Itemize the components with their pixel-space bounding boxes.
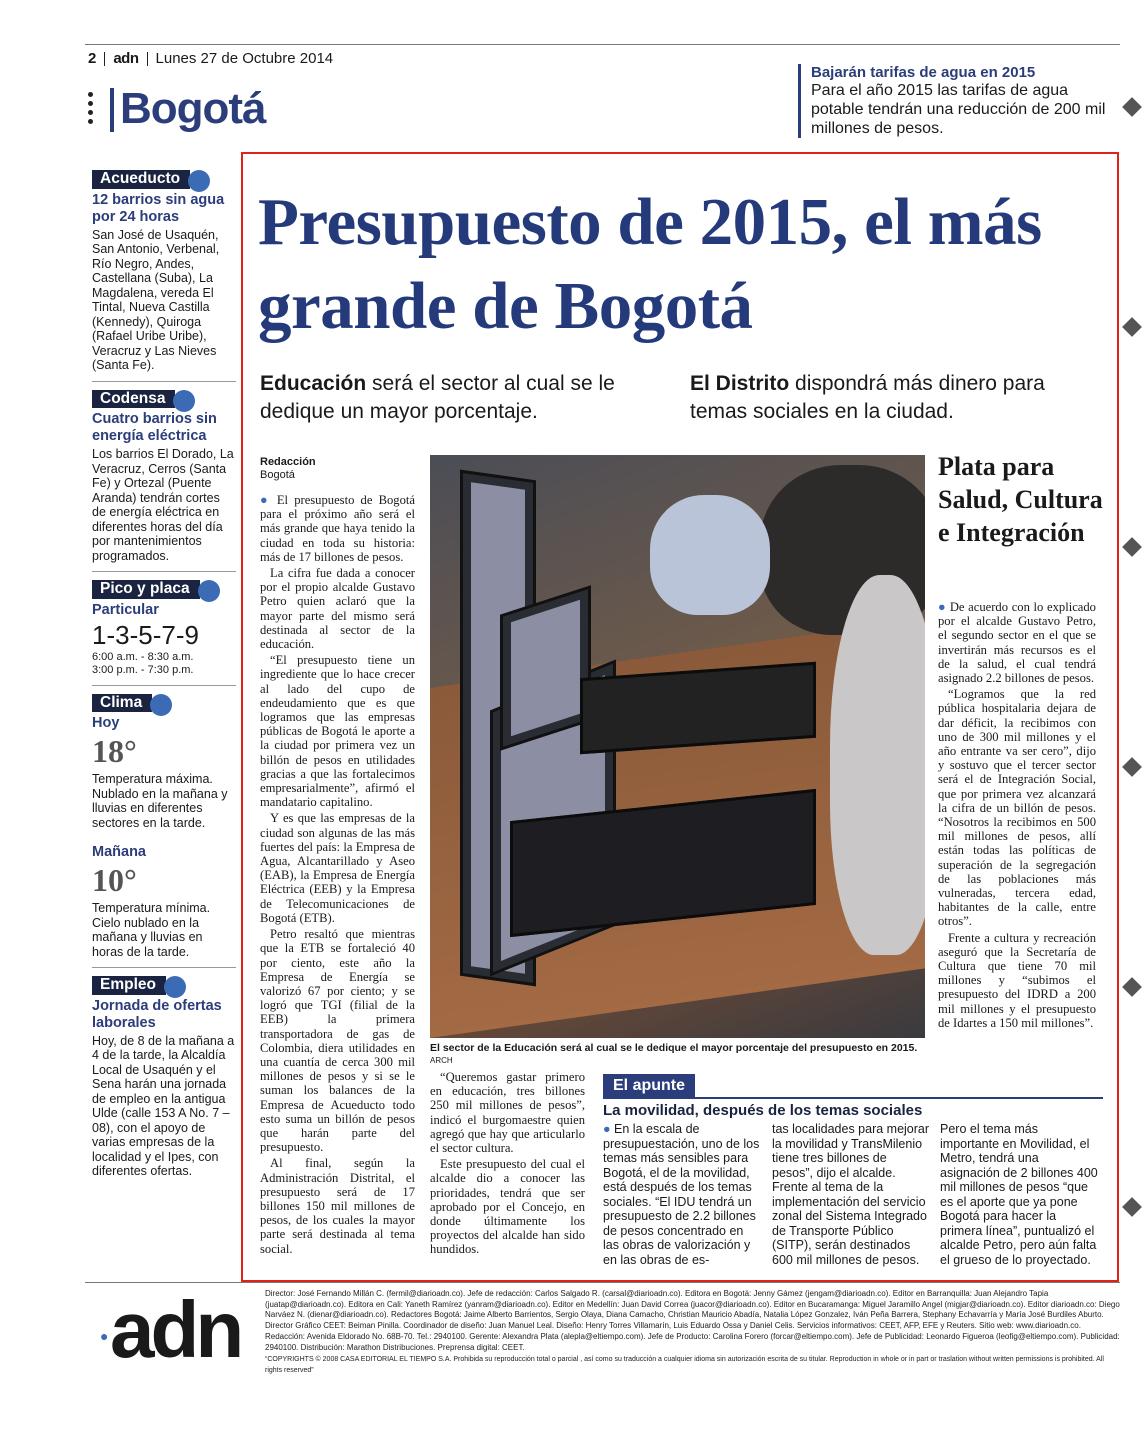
speech-bubble-icon [173, 390, 195, 412]
apunte-tag: El apunte [603, 1074, 695, 1098]
apunte-head: La movilidad, después de los temas sociales [603, 1102, 923, 1119]
registration-mark-icon [1122, 317, 1142, 337]
clima-today-label: Hoy [92, 715, 120, 731]
clima-today-temp: 18° [92, 733, 137, 769]
codensa-body: Los barrios El Dorado, La Veracruz, Cerros (Santa Fe) y Ortezal (Puente Aranda) tendrán cortes de energía eléctrica en diferentes horas del día por mantenimientos programados. [92, 447, 234, 563]
empleo-tag: Empleo [92, 976, 166, 995]
clima-tomorrow-temp: 10° [92, 862, 137, 898]
classroom-photo [430, 455, 925, 1038]
article-column-2: “Queremos gastar primero en educación, tres billones 250 mil millones de pesos”, indicó el burgomaestre quien agregó que hay que articularlo el sector cultura. Este presupuesto del cual el alcalde dio a conocer las prioridades, tendrá que ser aprobado por el Concejo, en donde últimamente los proyectos del alcalde han sido hundidos. [430, 1070, 585, 1257]
page-number: 2 [88, 50, 97, 67]
deck-right: El Distrito dispondrá más dinero para temas sociales en la ciudad. [690, 372, 1045, 423]
teaser-body: Para el año 2015 las tarifas de agua potable tendrán una reducción de 200 mil millones de pesos. [811, 82, 1106, 137]
acueducto-tag: Acueducto [92, 170, 190, 189]
codensa-tag: Codensa [92, 390, 175, 409]
byline-place: Bogotá [260, 469, 295, 481]
headline: Presupuesto de 2015, el más grande de Bogotá [258, 185, 1042, 343]
bottom-rule [85, 1282, 1120, 1283]
byline [260, 456, 316, 482]
apunte-column-3: Pero el tema más importante en Movilidad, el Metro, tendrá una asignación de 2 billones 400 mil millones de pesos “que es el aporte que ya pone Bogotá para hacer la primera línea”, puntualizó el alcalde Petro, pero aún falta el grueso de lo proyectado. [940, 1122, 1098, 1267]
registration-mark-icon [1122, 757, 1142, 777]
pico-head: Particular [92, 601, 159, 618]
byline-author: Redacción [260, 456, 316, 468]
issue-date: Lunes 27 de Octubre 2014 [155, 50, 334, 67]
brand-label: adn [113, 50, 139, 67]
speech-bubble-icon [150, 694, 172, 716]
sidebar [92, 170, 236, 1187]
speech-bubble-icon [198, 580, 220, 602]
apunte-column-1: ● En la escala de presupuestación, uno de los temas más sensibles para Bogotá, el de la movilidad, está después de los temas sociales. “El IDU tendrá un presupuesto de 2.2 billones de pesos concentrado en las obras de valorización y en las obras de es- [603, 1122, 760, 1267]
empleo-head: Jornada de ofertas laborales [92, 997, 222, 1031]
clima-tomorrow-desc: Temperatura mínima. Cielo nublado en la mañana y lluvias en horas de la tarde. [92, 901, 211, 959]
deck-left: Educación será el sector al cual se le dedique un mayor porcentaje. [260, 372, 615, 423]
pico-tag: Pico y placa [92, 580, 200, 599]
apunte-rule [603, 1097, 1103, 1099]
subhead: Plata para Salud, Cultura e Integración [938, 452, 1103, 547]
article-column-3: ● De acuerdo con lo explicado por el alcalde Gustavo Petro, el segundo sector en el que se invertirán más recursos es el de la salud, el cual tendrá asignado 2.2 billones de pesos. “Logramos que la red pública hospitalaria dejara de dar déficit, la recibimos con uno de 300 mil millones y el año entrante va ser cero”, dijo y sostuvo que el tercer sector será el de Integración Social, que por primera vez alcanzará la cifra de un billón de pesos. “Nosotros la recibimos en 500 mil millones de pesos, allí están todas las políticas de superación de la segregación de las poblaciones más vulneradas, tercera edad, habitantes de la calle, entre otros”. Frente a cultura y recreación aseguró que la Secretaría de Cultura que tiene 70 mil millones y “subimos el presupuesto del IDRD a 200 mil millones y el presupuesto de Idartes a 150 mil millones”. [938, 600, 1096, 1030]
registration-mark-icon [1122, 97, 1142, 117]
credits: Director: José Fernando Millán C. (fermil@diarioadn.co). Jefe de redacción: Carlos Salgado R. (carsal@diarioadn.co). Editora en Bogotá: Jenny Gámez (jengam@diarioadn.co). Editor en Barranquilla: Juan Alejandro Tapia (juatap@diarioadn.co). Editora en Cali: Yaneth Ramírez (yanram@diarioadn.co). Editor en Medellín: Juan David Correa (juacor@diarioadn.co). Editor en Bucaramanga: Miguel Jaramillo Angel (migjar@diarioadn.co). Editor diarioadn.co: Diego Narváez N. (dienar@diarioadn.co). Redactores Bogotá: Jaime Alberto Barrientos, Sergio Olaya, Diana Camacho, Christian Mauricio Abadía, Natalia López Gonzalez, Iván Peña Barrera, Stephany Echavarría y María José Burdiles Aburto. Director Gráfico CEET: Beiman Pinilla. Coordinador de diseño: Juan Manuel Leal. Diseño: Henry Torres Villamarín, Luis Eduardo Ossa y Daniel Celis. Servicios informativos: CEET, AFP, EFE y Reuters. Sitio web: www.diarioadn.co. Redacción: Avenida Eldorado No. 68B-70. Tel.: 2940100. Gerente: Alexandra Plata (alepla@eltiempo.com). Jefe de Producto: Carolina Forero (forcar@eltiempo.com). Jefe de Publicidad: Leonardo Figueroa (leofig@eltiempo.com). Publicidad: 2940100. Distribución: Marathon Distribuciones. Preprensa digital: CEET. “COPYRIGHTS © 2008 CASA EDITORIAL EL TIEMPO S.A. Prohibida su reproducción total o parcial , así como su traducción a cualquier idioma sin autorización escrita de su titular. Reproduction in whole or in part or traslation without written permissions is prohibited. All rights reserved” [265, 1289, 1120, 1374]
adn-logo: ● adn [100, 1285, 241, 1374]
registration-mark-icon [1122, 537, 1142, 557]
photo-caption: El sector de la Educación será al cual se le dedique el mayor porcentaje del presupuesto en 2015. ARCH [430, 1042, 918, 1065]
codensa-head: Cuatro barrios sin energía eléctrica [92, 411, 217, 444]
clima-tag: Clima [92, 694, 152, 713]
section-dots-icon [88, 92, 94, 128]
pico-hours-1: 6:00 a.m. - 8:30 a.m. [92, 650, 194, 663]
pico-hours-2: 3:00 p.m. - 7:30 p.m. [92, 663, 194, 676]
empleo-body: Hoy, de 8 de la mañana a 4 de la tarde, la Alcaldía Local de Usaquén y el Sena harán una jornada de empleo en la antigua Ulde (calle 153 A No. 7 – 08), con el apoyo de varias empresas de la localidad y el Ipes, con diferentes ofertas. [92, 1033, 235, 1178]
acueducto-body: San José de Usaquén, San Antonio, Verbenal, Río Negro, Andes, Castellana (Suba), La Magdalena, vereda El Tintal, Nueva Castilla (Kennedy), Quiroga (Rafael Uribe Uribe), Veracruz y Las Nieves (Santa Fe). [92, 227, 220, 372]
registration-mark-icon [1122, 977, 1142, 997]
clima-tomorrow-label: Mañana [92, 844, 146, 860]
speech-bubble-icon [188, 170, 210, 192]
registration-mark-icon [1122, 1197, 1142, 1217]
speech-bubble-icon [164, 976, 186, 998]
acueducto-head: 12 barrios sin agua por 24 horas [92, 191, 225, 225]
teaser-box [798, 64, 1111, 138]
pico-digits: 1-3-5-7-9 [92, 619, 199, 650]
top-rule [85, 44, 1120, 45]
section-bar [110, 88, 114, 132]
teaser-title: Bajarán tarifas de agua en 2015 [811, 64, 1036, 81]
page-header [88, 50, 333, 67]
clima-today-desc: Temperatura máxima. Nublado en la mañana y lluvias en diferentes sectores en la tarde. [92, 772, 228, 830]
apunte-column-2: tas localidades para mejorar la movilidad y TransMilenio tiene tres billones de pesos”, dijo el alcalde. Frente al tema de la implementación del servicio zonal del Sistema Integrado de Transporte Público (SITP), serán destinados 600 mil millones de pesos. [772, 1122, 930, 1267]
article-column-1: ● El presupuesto de Bogotá para el próximo año será el más grande que haya tenido la ciudad en toda su historia: más de 17 billones de pesos. La cifra fue dada a conocer por el propio alcalde Gustavo Petro quien aclaró que la mayor parte del mismo será destinada al sector de la educación. “El presupuesto tiene un ingrediente que lo hace crecer al lado del cupo de endeudamiento que es que logramos que las empresas públicas de Bogotá le aporte a la ciudad por primera vez un billón de pesos en utilidades gracias a que las fortalecimos empresarialmente”, afirmó el mandatario capitalino. Y es que las empresas de la ciudad son algunas de las más fuertes del país: la Empresa de Agua, Alcantarillado y Aseo (EAB), la Empresa de Energía Eléctrica (EEB) y la Empresa de Telecomunicaciones de Bogotá (ETB). Petro resaltó que mientras que la ETB se fortaleció 40 por ciento, este año la Empresa de Energía se valorizó 67 por ciento; y se logró que TGI (filial de la EEB) la primera transportadora de gas de Colombia, diera utilidades en una cuantía de cerca 300 mil millones de pesos y si se le suman los balances de la Empresa de Acueducto todo esto suma un billón de pesos que harán parte del presupuesto. Al final, según la Administración Distrital, el presupuesto será de 17 billones 150 mil millones de pesos, de los cuales la mayor parte será destinada al tema social. [260, 493, 415, 1256]
section-title: Bogotá [120, 84, 266, 133]
